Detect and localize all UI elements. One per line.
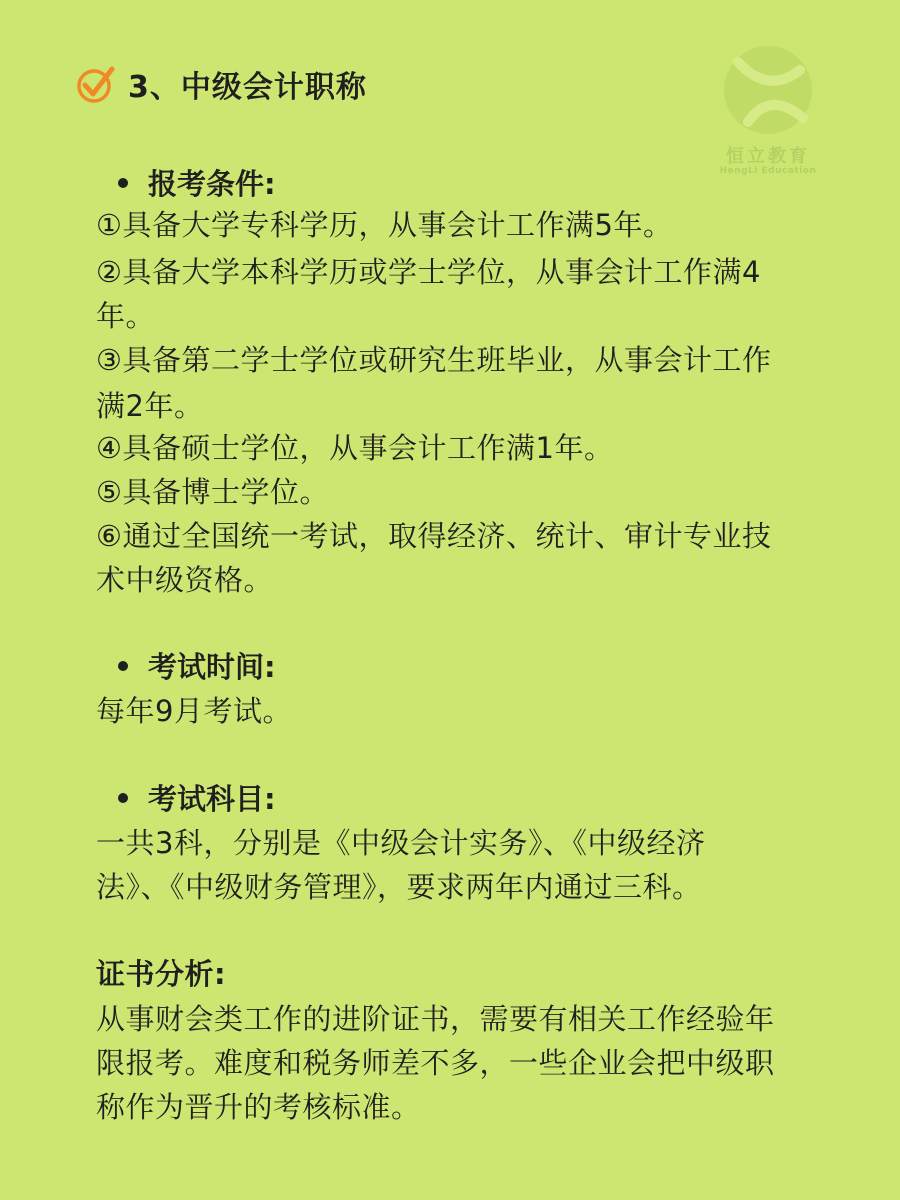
section-subjects-heading (118, 777, 276, 818)
condition-line: ⑥通过全国统一考试，取得经济、统计、审计专业技 (96, 519, 772, 553)
condition-line: 年。 (96, 299, 156, 333)
bullet-dot-icon (118, 793, 128, 803)
heading-text: 报考条件: (148, 167, 276, 201)
condition-line: ④具备硕士学位，从事会计工作满1年。 (96, 431, 614, 465)
logo-text-en: HengLi Education (719, 166, 817, 176)
brand-logo (708, 40, 828, 190)
analysis-line: 从事财会类工作的进阶证书，需要有相关工作经验年 (96, 1002, 775, 1036)
bullet-dot-icon (118, 178, 128, 188)
page-title: 3、中级会计职称 (128, 70, 367, 105)
subjects-line: 法》、《中级财务管理》，要求两年内通过三科。 (96, 870, 702, 904)
condition-line: ②具备大学本科学历或学士学位，从事会计工作满4 (96, 255, 761, 289)
section-time-heading (118, 645, 276, 686)
condition-line: 术中级资格。 (96, 563, 274, 597)
title-row (76, 62, 367, 106)
analysis-line: 限报考。难度和税务师差不多，一些企业会把中级职 (96, 1046, 775, 1080)
condition-line: ③具备第二学士学位或研究生班毕业，从事会计工作 (96, 343, 772, 377)
condition-line: 满2年。 (96, 389, 204, 423)
brand-logo-icon (708, 40, 828, 140)
condition-line: ⑤具备博士学位。 (96, 475, 329, 509)
subjects-line: 一共3科，分别是《中级会计实务》、《中级经济 (96, 826, 706, 860)
analysis-heading: 证书分析: (96, 957, 227, 991)
logo-text-cn: 恒立教育 (726, 146, 810, 167)
bullet-dot-icon (118, 661, 128, 671)
heading-text: 考试科目: (148, 782, 276, 816)
analysis-line: 称作为晋升的考核标准。 (96, 1090, 421, 1124)
time-line: 每年9月考试。 (96, 694, 292, 728)
check-circle-icon (76, 64, 116, 104)
section-conditions-heading (118, 162, 276, 203)
condition-line: ①具备大学专科学历，从事会计工作满5年。 (96, 208, 673, 242)
heading-text: 考试时间: (148, 650, 276, 684)
